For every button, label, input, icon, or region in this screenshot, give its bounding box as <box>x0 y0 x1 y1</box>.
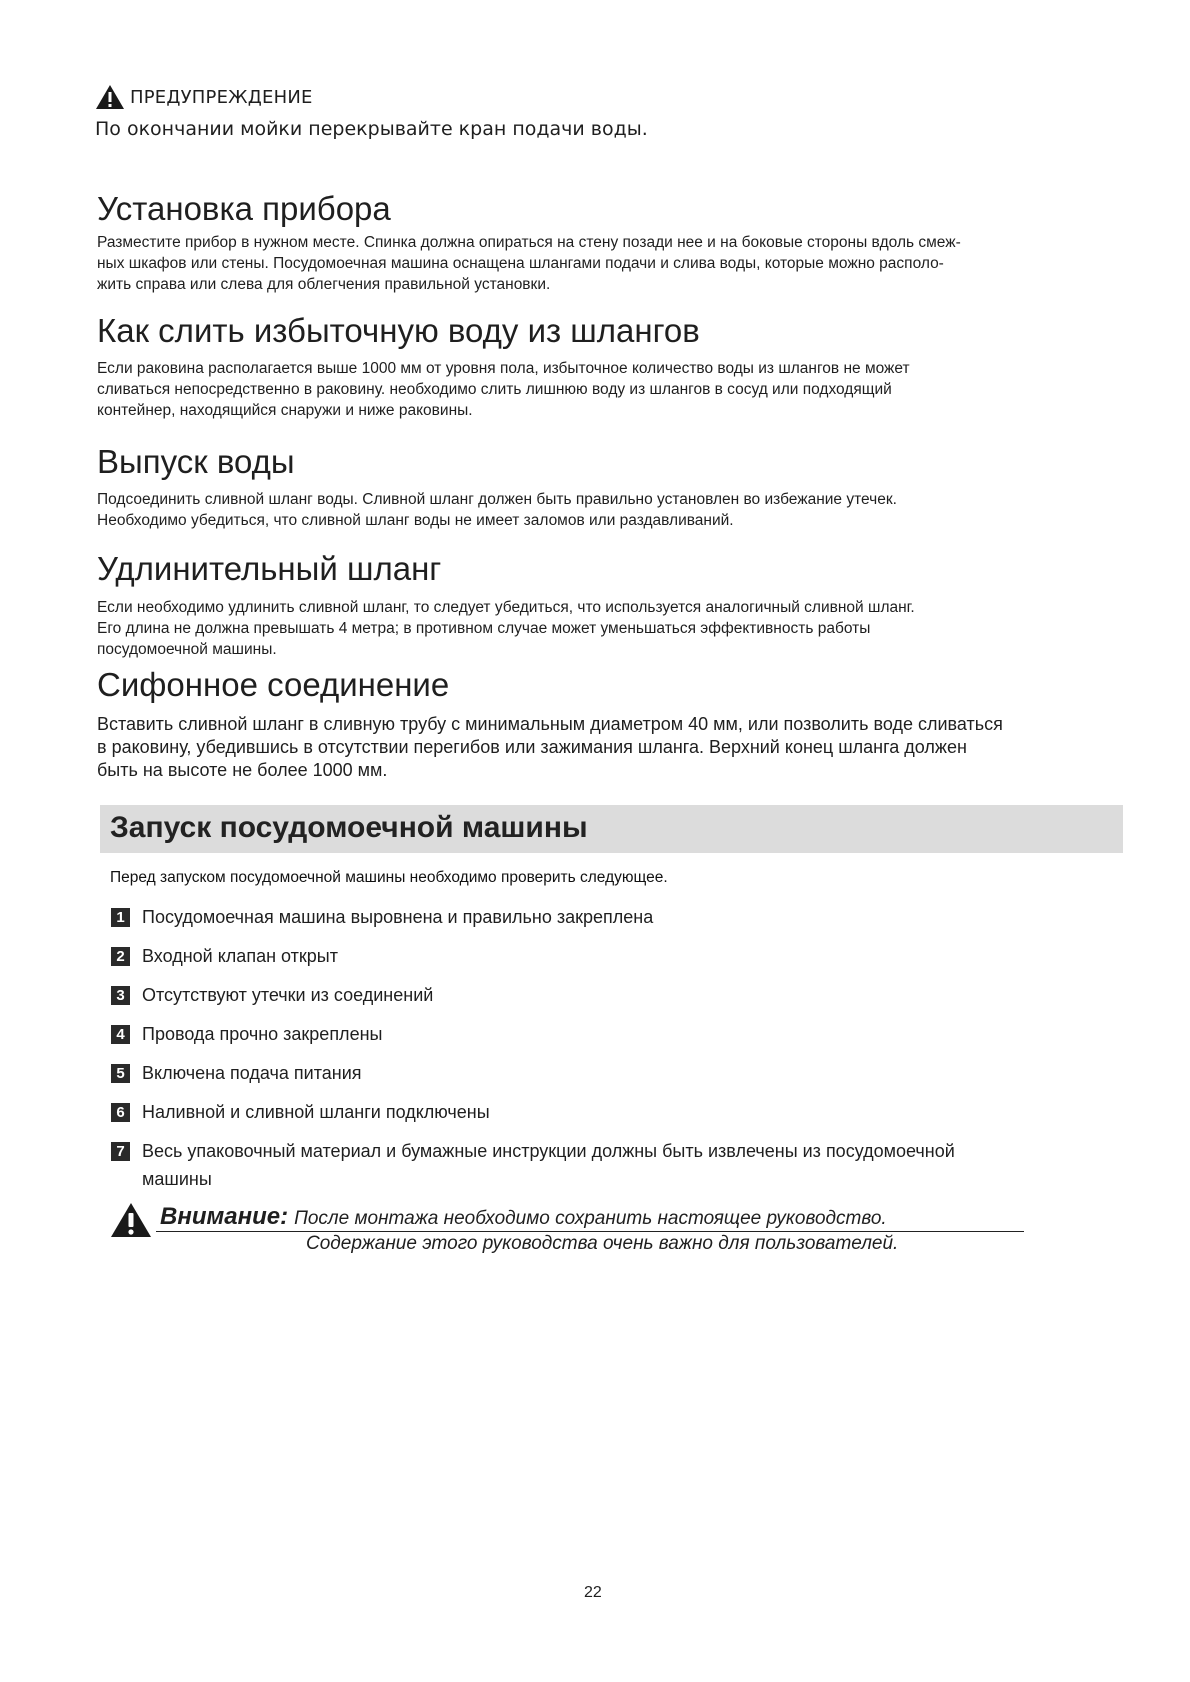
section-body-siphon <box>97 713 1003 782</box>
checklist-line: Отсутствуют утечки из соединений <box>142 985 434 1005</box>
section-title-drain-excess: Как слить избыточную воду из шлангов <box>97 312 700 349</box>
attention-text-2: Содержание этого руководства очень важно для пользователей. <box>306 1233 899 1254</box>
checklist-line: машины <box>142 1169 212 1189</box>
checklist-number: 3 <box>111 986 130 1005</box>
section-title-siphon: Сифонное соединение <box>97 666 450 703</box>
paragraph-line: посудомоечной машины. <box>97 641 277 658</box>
checklist-number: 1 <box>111 908 130 927</box>
paragraph-line: Если раковина располагается выше 1000 мм от уровня пола, избыточное количество воды из шлангов не может <box>97 360 910 377</box>
page-number: 22 <box>584 1584 602 1601</box>
checklist-line: Включена подача питания <box>142 1063 362 1083</box>
section-body-install <box>97 232 961 295</box>
paragraph-line: в раковину, убедившись в отсутствии перегибов или зажимания шланга. Верхний конец шланга должен <box>97 737 967 757</box>
checklist-item <box>111 1063 362 1087</box>
paragraph-line: контейнер, находящийся снаружи и ниже раковины. <box>97 402 473 419</box>
attention-line <box>160 1203 887 1231</box>
attention-text: После монтажа необходимо сохранить настоящее руководство. <box>294 1208 887 1229</box>
warning-title: ПРЕДУПРЕЖДЕНИЕ <box>130 86 313 108</box>
checklist-number: 4 <box>111 1025 130 1044</box>
checklist-item <box>111 1024 382 1048</box>
checklist-line: Провода прочно закреплены <box>142 1024 383 1044</box>
paragraph-line: сливаться непосредственно в раковину. необходимо слить лишнюю воду из шлангов в сосуд или подходящий <box>97 381 892 398</box>
checklist-text <box>142 942 338 970</box>
checklist-number: 2 <box>111 947 130 966</box>
section-title-extension-hose: Удлинительный шланг <box>97 550 442 587</box>
launch-intro-text: Перед запуском посудомоечной машины необходимо проверить следующее. <box>110 869 668 886</box>
attention-underline <box>156 1231 1024 1232</box>
paragraph-line: Его длина не должна превышать 4 метра; в противном случае может уменьшаться эффективность работы <box>97 620 871 637</box>
checklist-item <box>111 946 338 970</box>
attention-label: Внимание: <box>160 1203 289 1230</box>
checklist-text <box>142 1098 490 1126</box>
checklist-number: 7 <box>111 1142 130 1161</box>
paragraph-line: Необходимо убедиться, что сливной шланг воды не имеет заломов или раздавливаний. <box>97 512 734 529</box>
checklist-text <box>142 1020 382 1048</box>
section-title-install: Установка прибора <box>97 190 391 227</box>
checklist-text <box>142 903 653 931</box>
checklist-item <box>111 985 433 1009</box>
paragraph-line: Если необходимо удлинить сливной шланг, то следует убедиться, что используется аналогичный сливной шланг. <box>97 599 915 616</box>
checklist-line: Весь упаковочный материал и бумажные инструкции должны быть извлечены из посудомоечной <box>142 1141 955 1161</box>
checklist-line: Посудомоечная машина выровнена и правильно закреплена <box>142 907 654 927</box>
section-body-drain-excess <box>97 358 910 421</box>
checklist-item <box>111 1141 955 1193</box>
section-body-water-outlet <box>97 489 897 531</box>
warning-triangle-icon <box>95 84 125 110</box>
checklist-item <box>111 1102 490 1126</box>
checklist-text <box>142 1137 955 1193</box>
paragraph-line: быть на высоте не более 1000 мм. <box>97 760 388 780</box>
checklist-text <box>142 981 433 1009</box>
checklist-number: 6 <box>111 1103 130 1122</box>
warning-header <box>95 84 313 110</box>
warning-text: По окончании мойки перекрывайте кран подачи воды. <box>95 118 648 140</box>
checklist-text <box>142 1059 362 1087</box>
checklist-item <box>111 907 653 931</box>
launch-section-title: Запуск посудомоечной машины <box>110 811 588 844</box>
paragraph-line: Подсоединить сливной шланг воды. Сливной шланг должен быть правильно установлен во избежание утечек. <box>97 491 897 508</box>
checklist-line: Входной клапан открыт <box>142 946 338 966</box>
paragraph-line: Вставить сливной шланг в сливную трубу с минимальным диаметром 40 мм, или позволить воде сливаться <box>97 714 1003 734</box>
attention-triangle-icon <box>110 1202 152 1238</box>
section-title-water-outlet: Выпуск воды <box>97 443 295 480</box>
paragraph-line: ных шкафов или стены. Посудомоечная машина оснащена шлангами подачи и слива воды, которые можно располо- <box>97 255 944 272</box>
checklist-number: 5 <box>111 1064 130 1083</box>
paragraph-line: Разместите прибор в нужном месте. Спинка должна опираться на стену позади нее и на боковые стороны вдоль смеж- <box>97 234 961 251</box>
checklist-line: Наливной и сливной шланги подключены <box>142 1102 490 1122</box>
section-body-extension-hose <box>97 597 915 660</box>
paragraph-line: жить справа или слева для облегчения правильной установки. <box>97 276 551 293</box>
